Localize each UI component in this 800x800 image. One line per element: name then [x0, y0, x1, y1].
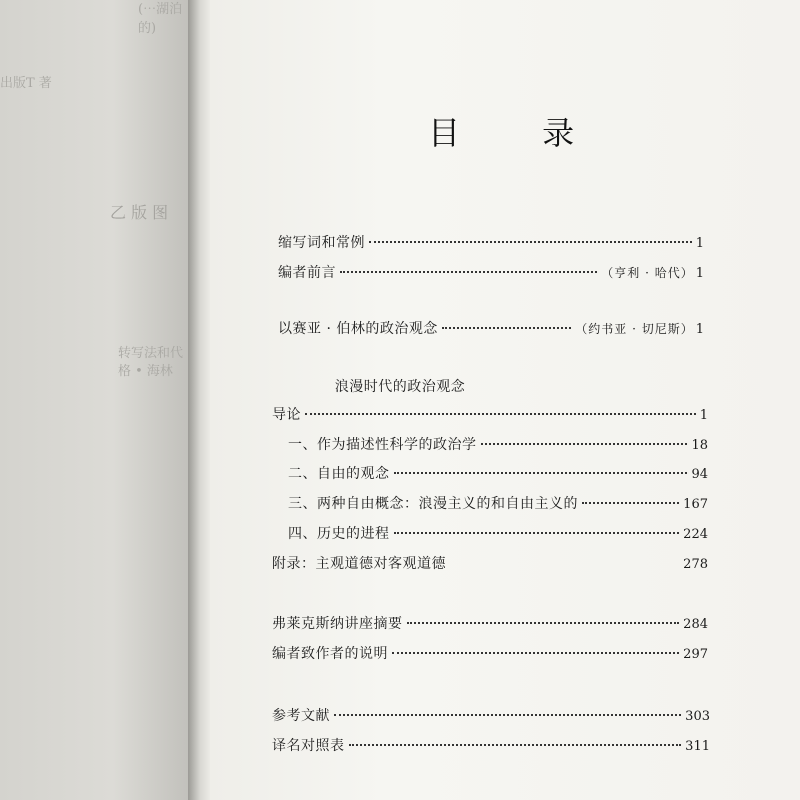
toc-entry-page: 1 [695, 322, 704, 337]
left-page-bleed-text: 出版T 著 [0, 76, 52, 91]
left-page-bleed-text: 格 • 海林 [118, 364, 173, 379]
leader-dots [369, 241, 692, 243]
toc-entry-page: 167 [683, 497, 708, 512]
toc-entry-chapter-2 [288, 463, 708, 487]
left-page-bleed-text: 转写法和代 [118, 346, 184, 361]
toc-entry-author: （约书亚 · 切尼斯） [575, 322, 694, 336]
toc-entry-chapter-1 [288, 434, 708, 458]
leader-dots [450, 562, 679, 564]
toc-entry-label: 一、作为描述性科学的政治学 [288, 437, 477, 453]
toc-entry-bibliography [272, 705, 710, 729]
page-title: 目 录 [428, 114, 611, 152]
toc-entry-author: （亨利 · 哈代） [601, 266, 694, 280]
toc-entry-label: 译名对照表 [272, 738, 345, 754]
leader-dots [582, 502, 679, 504]
leader-dots [349, 744, 682, 746]
toc-entry-berlin-political-ideas [278, 318, 704, 342]
toc-entry-chapter-3 [288, 493, 708, 517]
toc-entry-abbreviations [278, 232, 704, 256]
toc-entry-label: 弗莱克斯纳讲座摘要 [272, 616, 403, 632]
toc-entry-page: 303 [685, 709, 710, 724]
toc-entry-page: 1 [699, 408, 708, 423]
toc-entry-label: 编者前言 [278, 265, 336, 281]
left-page [0, 0, 188, 800]
toc-entry-page: 297 [683, 647, 708, 662]
toc-entry-label: 导论 [272, 407, 301, 423]
toc-entry-label: 参考文献 [272, 708, 330, 724]
leader-dots [407, 622, 680, 624]
leader-dots [394, 532, 680, 534]
toc-entry-page: 94 [691, 467, 708, 482]
toc-entry-page: 311 [685, 739, 710, 754]
toc-entry-label: 四、历史的进程 [288, 526, 390, 542]
left-page-bleed-text: 乙 版 图 [110, 203, 169, 222]
section-heading: 浪漫时代的政治观念 [334, 379, 466, 395]
toc-entry-editor-preface [278, 262, 704, 286]
toc-entry-appendix [272, 553, 708, 577]
toc-entry-editor-note [272, 643, 708, 667]
leader-dots [481, 443, 688, 445]
toc-entry-page: 224 [683, 527, 708, 542]
leader-dots [305, 413, 696, 415]
leader-dots [340, 271, 597, 273]
book-gutter [188, 0, 210, 800]
toc-entry-chapter-4 [288, 523, 708, 547]
leader-dots [394, 472, 688, 474]
leader-dots [392, 652, 679, 654]
toc-entry-glossary [272, 735, 710, 759]
toc-entry-page: 1 [695, 236, 704, 251]
toc-entry-page: 284 [683, 617, 708, 632]
toc-entry-label: 三、两种自由概念：浪漫主义的和自由主义的 [288, 496, 578, 512]
left-page-bleed-text: (⋯湖泊的) [138, 2, 183, 36]
toc-entry-page: 18 [691, 438, 708, 453]
toc-entry-label: 以赛亚 · 伯林的政治观念 [278, 321, 438, 337]
toc-entry-flexner-lectures [272, 613, 708, 637]
toc-entry-introduction [272, 404, 708, 428]
toc-entry-page: 1 [695, 266, 704, 281]
toc-entry-page: 278 [683, 557, 708, 572]
toc-entry-label: 附录：主观道德对客观道德 [272, 556, 446, 572]
toc-entry-label: 缩写词和常例 [278, 235, 365, 251]
leader-dots [442, 327, 571, 329]
toc-entry-label: 二、自由的观念 [288, 466, 390, 482]
toc-entry-label: 编者致作者的说明 [272, 646, 388, 662]
leader-dots [334, 714, 681, 716]
